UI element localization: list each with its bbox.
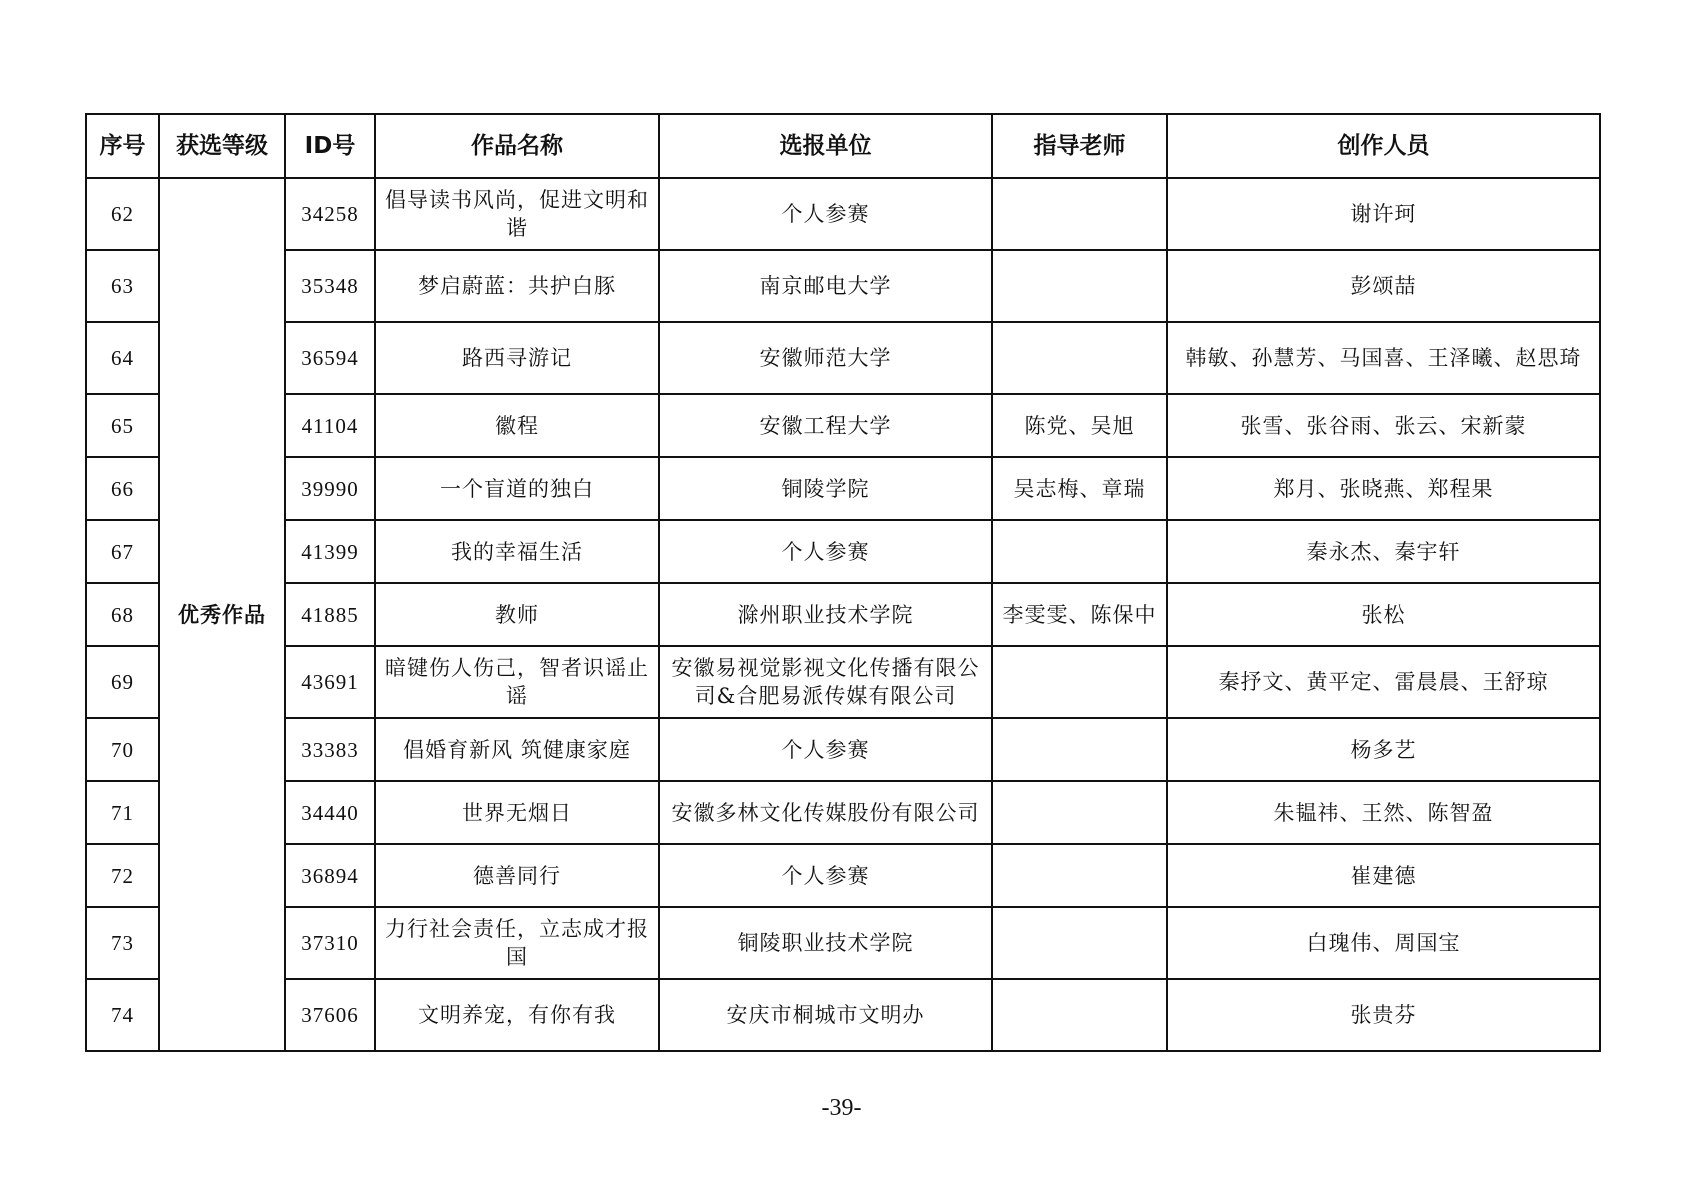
cell-seq: 66	[86, 457, 159, 520]
cell-creators: 秦永杰、秦宇轩	[1167, 520, 1600, 583]
table-row	[86, 781, 1600, 844]
cell-creators: 朱韫祎、王然、陈智盈	[1167, 781, 1600, 844]
cell-unit: 安庆市桐城市文明办	[659, 979, 992, 1051]
cell-teacher	[992, 250, 1167, 322]
cell-id: 35348	[285, 250, 375, 322]
cell-seq: 71	[86, 781, 159, 844]
cell-seq: 70	[86, 718, 159, 781]
table-row	[86, 646, 1600, 718]
table-row	[86, 907, 1600, 979]
cell-id: 36894	[285, 844, 375, 907]
cell-seq: 65	[86, 394, 159, 457]
table-row	[86, 178, 1600, 250]
cell-title: 一个盲道的独白	[375, 457, 659, 520]
cell-seq: 74	[86, 979, 159, 1051]
cell-unit: 个人参赛	[659, 718, 992, 781]
cell-level: 优秀作品	[159, 178, 285, 1051]
table-row	[86, 250, 1600, 322]
cell-title: 教师	[375, 583, 659, 646]
cell-unit: 安徽多林文化传媒股份有限公司	[659, 781, 992, 844]
cell-unit: 滁州职业技术学院	[659, 583, 992, 646]
cell-unit: 安徽师范大学	[659, 322, 992, 394]
cell-id: 37310	[285, 907, 375, 979]
cell-seq: 63	[86, 250, 159, 322]
cell-teacher: 陈党、吴旭	[992, 394, 1167, 457]
cell-title: 暗键伤人伤己，智者识谣止谣	[375, 646, 659, 718]
cell-id: 41885	[285, 583, 375, 646]
cell-teacher	[992, 646, 1167, 718]
cell-title: 倡婚育新风 筑健康家庭	[375, 718, 659, 781]
cell-teacher	[992, 907, 1167, 979]
cell-teacher	[992, 520, 1167, 583]
cell-title: 我的幸福生活	[375, 520, 659, 583]
table-row	[86, 394, 1600, 457]
cell-seq: 67	[86, 520, 159, 583]
header-id: ID号	[285, 114, 375, 178]
cell-id: 39990	[285, 457, 375, 520]
cell-teacher	[992, 781, 1167, 844]
header-seq: 序号	[86, 114, 159, 178]
cell-unit: 个人参赛	[659, 178, 992, 250]
table-row	[86, 718, 1600, 781]
cell-teacher	[992, 322, 1167, 394]
cell-id: 36594	[285, 322, 375, 394]
table-row	[86, 844, 1600, 907]
cell-id: 37606	[285, 979, 375, 1051]
cell-unit: 个人参赛	[659, 520, 992, 583]
cell-id: 41399	[285, 520, 375, 583]
cell-seq: 73	[86, 907, 159, 979]
cell-teacher	[992, 979, 1167, 1051]
cell-seq: 64	[86, 322, 159, 394]
header-unit: 选报单位	[659, 114, 992, 178]
award-table	[85, 113, 1601, 1052]
cell-seq: 72	[86, 844, 159, 907]
cell-teacher	[992, 718, 1167, 781]
cell-unit: 个人参赛	[659, 844, 992, 907]
cell-title: 倡导读书风尚，促进文明和谐	[375, 178, 659, 250]
cell-id: 43691	[285, 646, 375, 718]
cell-id: 33383	[285, 718, 375, 781]
cell-creators: 杨多艺	[1167, 718, 1600, 781]
page-number: -39-	[821, 1095, 862, 1121]
cell-teacher: 吴志梅、章瑞	[992, 457, 1167, 520]
table-row	[86, 979, 1600, 1051]
header-teacher: 指导老师	[992, 114, 1167, 178]
cell-creators: 韩敏、孙慧芳、马国喜、王泽曦、赵思琦	[1167, 322, 1600, 394]
cell-creators: 张雪、张谷雨、张云、宋新蒙	[1167, 394, 1600, 457]
header-creators: 创作人员	[1167, 114, 1600, 178]
cell-id: 41104	[285, 394, 375, 457]
cell-seq: 69	[86, 646, 159, 718]
cell-title: 德善同行	[375, 844, 659, 907]
header-row	[86, 114, 1600, 178]
cell-creators: 崔建德	[1167, 844, 1600, 907]
cell-creators: 彭颂喆	[1167, 250, 1600, 322]
table-row	[86, 322, 1600, 394]
cell-creators: 郑月、张晓燕、郑程果	[1167, 457, 1600, 520]
cell-unit: 铜陵职业技术学院	[659, 907, 992, 979]
cell-title: 力行社会责任，立志成才报国	[375, 907, 659, 979]
cell-seq: 62	[86, 178, 159, 250]
cell-title: 文明养宠，有你有我	[375, 979, 659, 1051]
cell-creators: 张贵芬	[1167, 979, 1600, 1051]
cell-unit: 南京邮电大学	[659, 250, 992, 322]
cell-teacher: 李雯雯、陈保中	[992, 583, 1167, 646]
table-row	[86, 457, 1600, 520]
cell-creators: 白瑰伟、周国宝	[1167, 907, 1600, 979]
table-row	[86, 520, 1600, 583]
cell-id: 34440	[285, 781, 375, 844]
header-level: 获选等级	[159, 114, 285, 178]
cell-unit: 安徽易视觉影视文化传播有限公司&合肥易派传媒有限公司	[659, 646, 992, 718]
cell-creators: 谢许珂	[1167, 178, 1600, 250]
table-row	[86, 583, 1600, 646]
cell-id: 34258	[285, 178, 375, 250]
cell-creators: 秦抒文、黄平定、雷晨晨、王舒琼	[1167, 646, 1600, 718]
header-title: 作品名称	[375, 114, 659, 178]
cell-seq: 68	[86, 583, 159, 646]
cell-title: 路西寻游记	[375, 322, 659, 394]
cell-unit: 铜陵学院	[659, 457, 992, 520]
cell-teacher	[992, 178, 1167, 250]
cell-title: 徽程	[375, 394, 659, 457]
cell-title: 梦启蔚蓝：共护白豚	[375, 250, 659, 322]
cell-creators: 张松	[1167, 583, 1600, 646]
cell-title: 世界无烟日	[375, 781, 659, 844]
cell-teacher	[992, 844, 1167, 907]
cell-unit: 安徽工程大学	[659, 394, 992, 457]
